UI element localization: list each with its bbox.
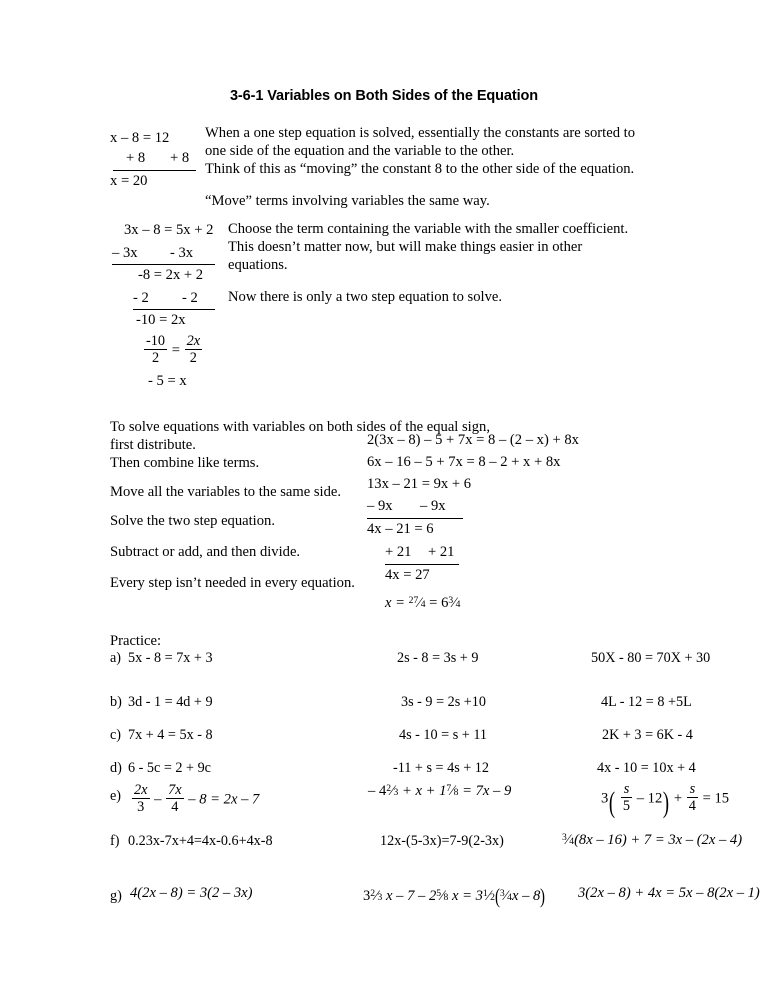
practice-row-e-label: e) [110, 788, 122, 804]
solution-mixed-denominator: 4 [455, 599, 461, 611]
instruction-line-6: Subtract or add, and then divide. [110, 544, 301, 560]
practice-row-g-col-2 [363, 885, 546, 909]
row-e-col-3-lead: 3 [601, 790, 609, 807]
row-g-fraction-4-numerator: 3 [499, 888, 505, 899]
example-three-line-2: 6x – 16 – 5 + 7x = 8 – 2 + x + 8x [367, 454, 561, 470]
example-two-line-1: 3x – 8 = 5x + 2 [124, 222, 214, 238]
row-g-fraction-4: $^3⁄_4$ [499, 887, 512, 904]
division-left-denominator: 2 [144, 349, 167, 366]
row-g-fraction-3-numerator: 1 [482, 888, 488, 899]
row-f-fraction-numerator: 3 [562, 832, 567, 843]
practice-row-g-col-3: 3(2x – 8) + 4x = 5x – 8(2x – 1) [578, 885, 760, 901]
solution-mixed-fraction: $^3⁄_4$ [448, 594, 461, 611]
practice-row-d-col-2: -11 + s = 4s + 12 [393, 760, 489, 776]
example-three-solution [385, 592, 460, 613]
division-right-fraction [185, 333, 203, 366]
instruction-line-3: Then combine like terms. [110, 455, 260, 471]
row-f-fraction-denominator: 4 [569, 836, 575, 848]
row-e-col-3-inner: – 12 [636, 790, 663, 807]
division-right-denominator: 2 [185, 349, 203, 366]
instruction-line-5: Solve the two step equation. [110, 513, 275, 529]
example-three-line-7: 4x = 27 [385, 567, 430, 583]
solution-mixed-numerator: 3 [448, 595, 454, 606]
practice-row-e-col-2 [368, 780, 511, 801]
example-two-rule-1 [112, 264, 215, 265]
example-two-line-3: -8 = 2x + 2 [138, 267, 204, 283]
practice-row-f-label: f) [110, 833, 120, 849]
practice-row-d-label: d) [110, 760, 122, 776]
row-e-col-3-fraction-1 [621, 781, 632, 814]
example-two-explanation-para-2: Now there is only a two step equation to solve. [228, 289, 502, 305]
example-two-line-5: -10 = 2x [136, 312, 186, 328]
example-one-line-2-left: + 8 [126, 150, 146, 166]
example-two-explanation-line-1: Choose the term containing the variable with the smaller coefficient. [228, 221, 629, 237]
page-title: 3-6-1 Variables on Both Sides of the Equation [229, 88, 539, 104]
row-e-col-2-fraction-2: $^7⁄_8$ [446, 782, 459, 799]
example-two-line-4-left: - 2 [133, 290, 149, 306]
example-one-rule [113, 170, 196, 171]
practice-row-g-col-1: 4(2x – 8) = 3(2 – 3x) [130, 885, 253, 901]
row-g-col-2-middle-2: x = 3 [452, 887, 483, 904]
practice-row-a-col-1: 5x - 8 = 7x + 3 [128, 650, 213, 666]
solution-improper-denominator: 4 [420, 599, 426, 611]
example-one-line-2-right: + 8 [170, 150, 190, 166]
example-three-line-1: 2(3x – 8) – 5 + 7x = 8 – (2 – x) + 8x [367, 432, 579, 448]
row-e-col-3-fraction-2 [687, 781, 698, 814]
row-g-fraction-4-denominator: 4 [507, 892, 512, 904]
practice-row-e-col-3 [601, 781, 730, 819]
row-e-col-2-middle: + x + 1 [401, 782, 447, 799]
example-three-line-3: 13x – 21 = 9x + 6 [367, 476, 472, 492]
row-e-fraction-2-denominator: 4 [166, 798, 184, 815]
practice-row-c-col-3: 2K + 3 = 6K - 4 [602, 727, 693, 743]
example-three-rule-1 [367, 518, 463, 519]
row-e-col-3-tail: = 15 [702, 790, 730, 807]
example-two-division-step [143, 333, 203, 366]
division-equals-sign: = [171, 342, 180, 359]
row-e-col-3-fraction-2-numerator: s [689, 781, 696, 797]
practice-row-a-label: a) [110, 650, 122, 666]
practice-row-g-label: g) [110, 888, 122, 904]
solution-improper-numerator: 27 [408, 595, 419, 606]
row-g-fraction-2: $^5⁄_8$ [436, 887, 449, 904]
solution-improper-fraction: $^{27}⁄_4$ [408, 594, 426, 611]
practice-row-c-label: c) [110, 727, 122, 743]
row-g-fraction-2-numerator: 5 [436, 888, 442, 899]
practice-row-a-col-2: 2s - 8 = 3s + 9 [397, 650, 479, 666]
row-e-col-2-fraction-1: $^2⁄_3$ [386, 782, 399, 799]
practice-row-a-col-3: 50X - 80 = 70X + 30 [591, 650, 711, 666]
row-e-fraction-1 [132, 782, 150, 815]
division-left-numerator: -10 [146, 333, 166, 349]
solution-equals-sign: = [429, 594, 438, 611]
example-three-rule-2 [385, 564, 459, 565]
row-g-col-2-tail: x – 8 [511, 887, 541, 904]
example-one-line-1: x – 8 = 12 [110, 130, 170, 146]
example-three-line-4-right: – 9x [420, 498, 446, 514]
example-two-line-2-right: - 3x [170, 245, 194, 261]
row-e-col-2-lead: – 4 [368, 782, 387, 799]
practice-row-d-col-3: 4x - 10 = 10x + 4 [597, 760, 696, 776]
example-two-line-7: - 5 = x [148, 373, 187, 389]
row-g-col-2-lead: 3 [363, 887, 371, 904]
practice-row-d-col-1: 6 - 5c = 2 + 9c [128, 760, 211, 776]
division-right-numerator: 2x [186, 333, 201, 349]
row-g-open-paren: ( [494, 886, 500, 909]
example-two-explanation-line-2: This doesn’t matter now, but will make things easier in other [228, 239, 583, 255]
practice-row-f-col-3 [562, 829, 742, 850]
row-e-operator-1: – [154, 791, 162, 808]
instruction-line-2: first distribute. [110, 437, 196, 453]
example-two-line-4-right: - 2 [182, 290, 198, 306]
row-e-col-3-fraction-1-denominator: 5 [622, 798, 631, 815]
practice-row-f-col-2: 12x-(5-3x)=7-9(2-3x) [380, 833, 504, 849]
instruction-line-4: Move all the variables to the same side. [110, 484, 341, 500]
row-e-close-paren: ) [663, 785, 670, 819]
practice-row-c-col-1: 7x + 4 = 5x - 8 [128, 727, 213, 743]
row-g-fraction-1: $^2⁄_3$ [370, 887, 383, 904]
row-g-col-2-middle-1: x – 7 – 2 [386, 887, 437, 904]
example-one-explanation-line-3: Think of this as “moving” the constant 8 to the other side of the equation. [205, 161, 635, 177]
row-e-col-2-tail: = 7x – 9 [462, 782, 512, 799]
example-two-line-2-left: – 3x [112, 245, 138, 261]
row-e-col-2-fraction-1-denominator: 3 [393, 787, 399, 799]
example-one-line-3: x = 20 [110, 173, 148, 189]
row-f-fraction: $^3⁄_4$ [562, 831, 575, 848]
solution-whole-number: 6 [441, 594, 449, 611]
row-g-fraction-2-denominator: 8 [443, 892, 449, 904]
row-g-fraction-1-denominator: 3 [377, 892, 383, 904]
practice-row-b-label: b) [110, 694, 122, 710]
practice-row-b-col-1: 3d - 1 = 4d + 9 [128, 694, 213, 710]
instruction-line-7: Every step isn’t needed in every equation. [110, 575, 355, 591]
row-e-col-2-fraction-1-numerator: 2 [386, 783, 392, 794]
instruction-line-1: To solve equations with variables on both sides of the equal sign, [110, 419, 490, 435]
row-g-close-paren: ) [540, 886, 546, 909]
row-g-fraction-3-denominator: 2 [490, 892, 495, 904]
row-e-col-2-fraction-2-denominator: 8 [453, 787, 459, 799]
example-one-explanation-line-2: one side of the equation and the variable to the other. [205, 143, 515, 159]
practice-row-e-col-1 [131, 782, 259, 815]
practice-row-c-col-2: 4s - 10 = s + 11 [399, 727, 487, 743]
row-e-open-paren: ( [609, 785, 616, 819]
example-one-explanation-line-1: When a one step equation is solved, essentially the constants are sorted to [205, 125, 635, 141]
example-two-explanation-line-3: equations. [228, 257, 288, 273]
row-g-fraction-1-numerator: 2 [370, 888, 376, 899]
division-left-fraction [144, 333, 167, 366]
solution-prefix: x = [385, 594, 405, 611]
practice-row-b-col-2: 3s - 9 = 2s +10 [401, 694, 486, 710]
example-one-explanation-para-2: “Move” terms involving variables the same way. [205, 193, 490, 209]
row-g-fraction-3: $^1⁄_2$ [482, 887, 495, 904]
row-e-col-1-tail: – 8 = 2x – 7 [188, 791, 260, 808]
practice-row-b-col-3: 4L - 12 = 8 +5L [601, 694, 692, 710]
row-e-fraction-1-numerator: 2x [134, 782, 148, 798]
practice-row-f-col-1: 0.23x-7x+4=4x-0.6+4x-8 [128, 833, 273, 849]
example-three-line-4-left: – 9x [367, 498, 393, 514]
practice-heading: Practice: [110, 633, 162, 649]
row-f-col-3-tail: (8x – 16) + 7 = 3x – (2x – 4) [574, 831, 743, 848]
example-three-line-5: 4x – 21 = 6 [367, 521, 434, 537]
row-e-col-3-fraction-1-numerator: s [623, 781, 630, 797]
example-three-line-6-right: + 21 [428, 544, 455, 560]
example-two-rule-2 [133, 309, 215, 310]
row-e-col-2-fraction-2-numerator: 7 [446, 783, 452, 794]
row-e-fraction-1-denominator: 3 [132, 798, 150, 815]
row-e-fraction-2-numerator: 7x [168, 782, 182, 798]
row-e-fraction-2 [166, 782, 184, 815]
row-e-col-3-fraction-2-denominator: 4 [688, 798, 696, 815]
example-three-line-6-left: + 21 [385, 544, 412, 560]
row-e-col-3-middle: + [673, 790, 683, 807]
